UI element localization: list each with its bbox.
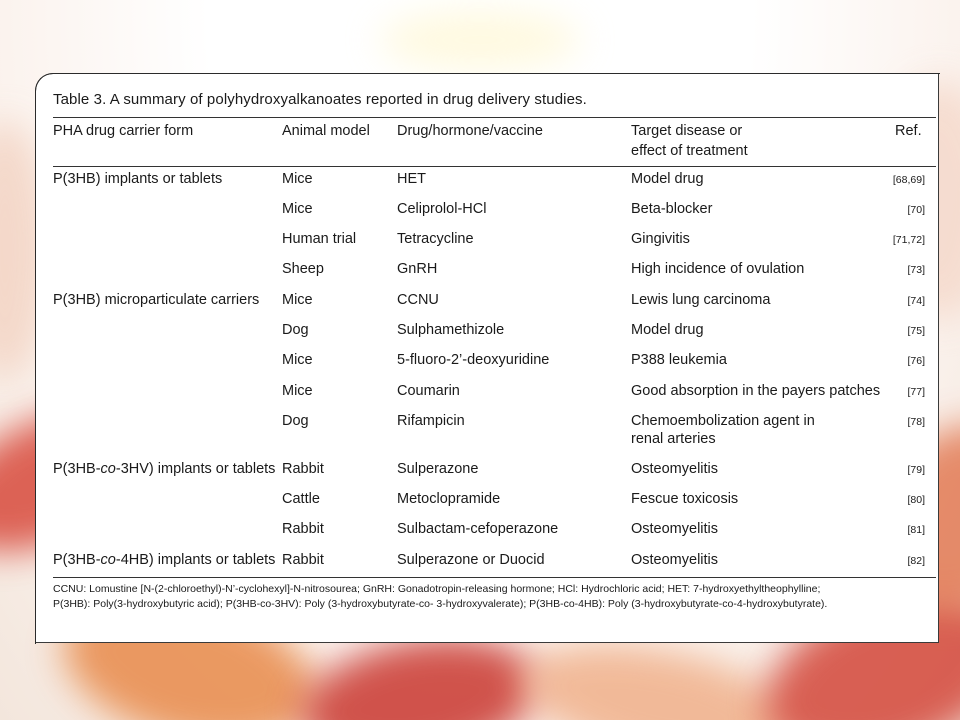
cell-ref: [75] <box>907 325 925 337</box>
cell-ref: [74] <box>907 295 925 307</box>
cell-form <box>53 551 275 569</box>
cell-drug: Coumarin <box>397 383 460 399</box>
cell-target: Lewis lung carcinoma <box>631 292 771 308</box>
cell-animal: Mice <box>282 171 313 187</box>
cell-form-italic: co <box>100 552 116 568</box>
cell-drug: Sulperazone or Duocid <box>397 552 545 568</box>
cell-ref: [73] <box>907 264 925 276</box>
cell-animal: Sheep <box>282 261 324 277</box>
header-top-rule <box>53 117 936 118</box>
cell-ref: [82] <box>907 555 925 567</box>
light-glow <box>380 10 580 70</box>
footnote-line: P(3HB): Poly(3-hydroxybutyric acid); P(3HB-co-3HV): Poly (3-hydroxybutyrate-co- 3-hydroxyvalerate); P(3HB-co-4HB): Poly (3-hydroxybutyrate-co-4-hydroxybutyrate). <box>53 598 828 610</box>
header-target <box>631 121 748 161</box>
cell-form: P(3HB) microparticulate carriers <box>53 292 260 308</box>
cell-drug: Sulperazone <box>397 461 479 477</box>
header-ref: Ref. <box>895 123 922 139</box>
cell-drug: GnRH <box>397 261 438 277</box>
header-animal: Animal model <box>282 123 370 139</box>
cell-form-part: -4HB) implants or tablets <box>115 552 276 568</box>
cell-animal: Mice <box>282 352 313 368</box>
cell-drug: Metoclopramide <box>397 491 501 507</box>
cell-drug: Sulphamethizole <box>397 322 505 338</box>
cell-form-part: P(3HB- <box>53 461 101 477</box>
cell-ref: [78] <box>907 416 925 428</box>
cell-target: Model drug <box>631 171 704 187</box>
header-form: PHA drug carrier form <box>53 123 194 139</box>
cell-form <box>53 460 275 478</box>
cell-drug: Celiprolol-HCl <box>397 201 487 217</box>
header-target-line1: Target disease or <box>631 123 743 139</box>
cell-target: Osteomyelitis <box>631 521 719 537</box>
cell-animal: Rabbit <box>282 521 324 537</box>
table-footnote <box>53 582 933 612</box>
cell-target: Beta-blocker <box>631 201 713 217</box>
cell-animal: Rabbit <box>282 552 324 568</box>
cell-target: High incidence of ovulation <box>631 261 805 277</box>
cell-ref: [76] <box>907 355 925 367</box>
cell-form-part: -3HV) implants or tablets <box>115 461 276 477</box>
cell-target: Chemoembolization agent in <box>631 413 815 429</box>
cell-animal: Dog <box>282 322 309 338</box>
cell-ref: [80] <box>907 494 925 506</box>
cell-ref: [70] <box>907 204 925 216</box>
cell-ref: [77] <box>907 386 925 398</box>
cell-target: P388 leukemia <box>631 352 727 368</box>
footnote-line: CCNU: Lomustine [N-(2-chloroethyl)-N’-cyclohexyl]-N-nitrosourea; GnRH: Gonadotropin-releasing hormone; HCl: Hydrochloric acid; HET: 7-hydroxyethyltheophylline; <box>53 583 821 595</box>
cell-drug: Rifampicin <box>397 413 465 429</box>
cell-animal: Human trial <box>282 231 357 247</box>
cell-drug: HET <box>397 171 426 187</box>
header-target-line2: effect of treatment <box>631 143 748 159</box>
cell-drug: CCNU <box>397 292 439 308</box>
cell-ref: [79] <box>907 464 925 476</box>
cell-target: Gingivitis <box>631 231 690 247</box>
cell-animal: Mice <box>282 201 313 217</box>
header-drug: Drug/hormone/vaccine <box>397 123 543 139</box>
cell-animal: Mice <box>282 383 313 399</box>
cell-ref: [81] <box>907 524 925 536</box>
cell-target: Fescue toxicosis <box>631 491 739 507</box>
cell-ref: [68,69] <box>892 174 925 186</box>
cell-drug: Tetracycline <box>397 231 474 247</box>
cell-drug: 5-fluoro-2’-deoxyuridine <box>397 352 550 368</box>
table-bottom-rule <box>53 577 936 578</box>
cell-target: Model drug <box>631 322 704 338</box>
cell-form-part: P(3HB- <box>53 552 101 568</box>
cell-drug: Sulbactam-cefoperazone <box>397 521 559 537</box>
cell-form: P(3HB) implants or tablets <box>53 171 223 187</box>
cell-animal: Mice <box>282 292 313 308</box>
cell-animal: Rabbit <box>282 461 324 477</box>
table-title: Table 3. A summary of polyhydroxyalkanoates reported in drug delivery studies. <box>53 91 587 108</box>
cell-animal: Cattle <box>282 491 320 507</box>
header-bottom-rule <box>53 166 936 167</box>
cell-target: Osteomyelitis <box>631 552 719 568</box>
cell-target-cont: renal arteries <box>631 431 716 447</box>
cell-form-italic: co <box>100 461 116 477</box>
cell-target: Good absorption in the payers patches <box>631 383 881 399</box>
cell-ref: [71,72] <box>892 234 925 246</box>
cell-animal: Dog <box>282 413 309 429</box>
cell-target: Osteomyelitis <box>631 461 719 477</box>
